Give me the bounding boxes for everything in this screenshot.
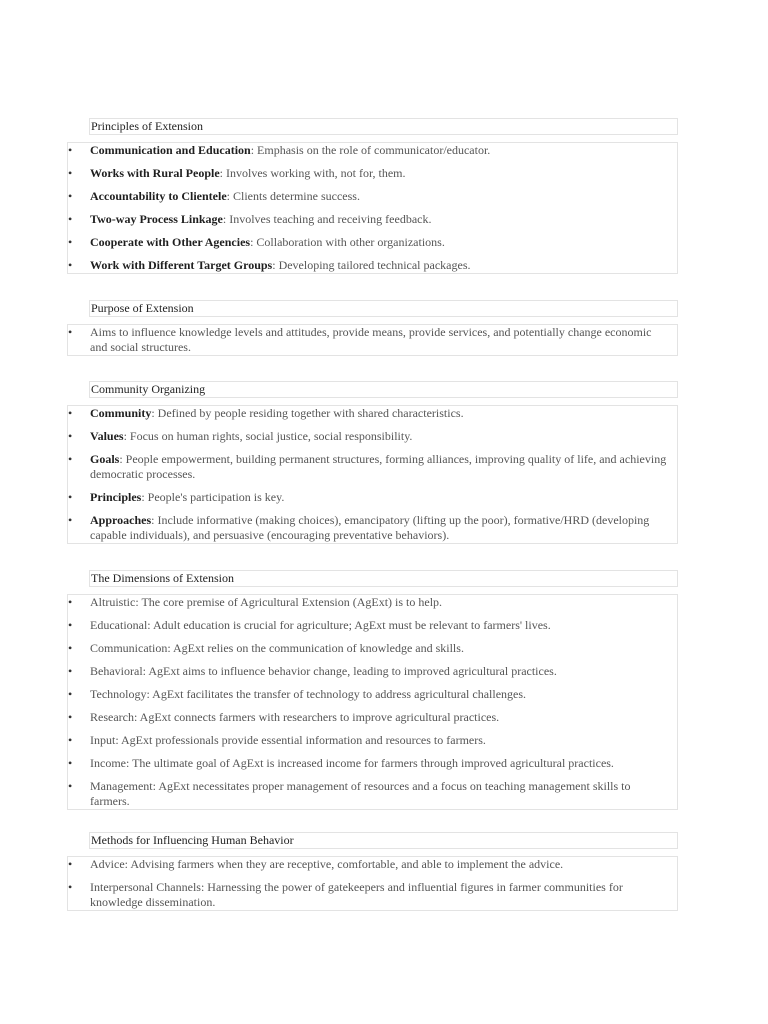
item-text: Technology: AgExt facilitates the transfer of technology to address agricultural challenges.	[90, 687, 527, 701]
list-item	[68, 189, 677, 204]
list-item	[68, 406, 677, 421]
list-item	[68, 212, 677, 227]
item-text: Management: AgExt necessitates proper management of resources and a focus on teaching management skills to farmers.	[90, 779, 631, 808]
item-text: Input: AgExt professionals provide essential information and resources to farmers.	[90, 733, 486, 747]
item-term: Two-way Process Linkage	[90, 212, 223, 226]
list-item	[68, 595, 677, 610]
item-text: : People empowerment, building permanent structures, forming alliances, improving quality of life, and achieving democratic processes.	[90, 452, 667, 481]
item-text: : Developing tailored technical packages.	[272, 258, 471, 272]
list-item	[68, 733, 677, 748]
bullet-icon: •	[68, 212, 73, 226]
bullet-icon: •	[68, 325, 73, 339]
item-text: : Involves teaching and receiving feedback.	[222, 212, 432, 226]
bullet-icon: •	[68, 618, 73, 632]
item-term: Works with Rural People	[90, 166, 220, 180]
section-community-organizing	[67, 381, 678, 544]
list-item	[68, 513, 677, 543]
list-item	[68, 452, 677, 482]
item-term: Principles	[90, 490, 142, 504]
bullet-list	[67, 856, 678, 911]
list-item	[68, 779, 677, 809]
bullet-icon: •	[68, 880, 73, 894]
item-text: : Defined by people residing together with shared characteristics.	[151, 406, 464, 420]
section-principles	[67, 118, 678, 274]
bullet-icon: •	[68, 641, 73, 655]
item-text: Advice: Advising farmers when they are receptive, comfortable, and able to implement the advice.	[90, 857, 564, 871]
bullet-icon: •	[68, 710, 73, 724]
list-item	[68, 857, 677, 872]
section-purpose	[67, 300, 678, 356]
item-text: Research: AgExt connects farmers with researchers to improve agricultural practices.	[90, 710, 500, 724]
bullet-list	[67, 405, 678, 544]
bullet-icon: •	[68, 490, 73, 504]
bullet-icon: •	[68, 664, 73, 678]
item-text: Income: The ultimate goal of AgExt is increased income for farmers through improved agricultural practices.	[90, 756, 614, 770]
list-item	[68, 618, 677, 633]
item-text: : Focus on human rights, social justice, social responsibility.	[123, 429, 413, 443]
list-item	[68, 710, 677, 725]
section-dimensions	[67, 570, 678, 810]
item-text: : Clients determine success.	[226, 189, 360, 203]
list-item	[68, 325, 677, 355]
bullet-list	[67, 142, 678, 274]
item-term: Cooperate with Other Agencies	[90, 235, 251, 249]
bullet-icon: •	[68, 235, 73, 249]
bullet-icon: •	[68, 756, 73, 770]
list-item	[68, 429, 677, 444]
bullet-icon: •	[68, 452, 73, 466]
item-text: Educational: Adult education is crucial for agriculture; AgExt must be relevant to farmers' lives.	[90, 618, 551, 632]
bullet-icon: •	[68, 779, 73, 793]
section-methods	[67, 832, 678, 911]
bullet-icon: •	[68, 857, 73, 871]
list-item	[68, 166, 677, 181]
item-text: Communication: AgExt relies on the communication of knowledge and skills.	[90, 641, 464, 655]
bullet-icon: •	[68, 258, 73, 272]
list-item	[68, 880, 677, 910]
item-term: Communication and Education	[90, 143, 251, 157]
section-title: Community Organizing	[89, 381, 678, 398]
bullet-list	[67, 594, 678, 810]
bullet-icon: •	[68, 406, 73, 420]
bullet-icon: •	[68, 189, 73, 203]
item-term: Goals	[90, 452, 120, 466]
bullet-icon: •	[68, 166, 73, 180]
bullet-icon: •	[68, 513, 73, 527]
bullet-icon: •	[68, 429, 73, 443]
bullet-icon: •	[68, 733, 73, 747]
list-item	[68, 641, 677, 656]
item-text: : Emphasis on the role of communicator/educator.	[250, 143, 491, 157]
list-item	[68, 258, 677, 273]
item-text: Interpersonal Channels: Harnessing the power of gatekeepers and influential figures in farmer communities for knowledge dissemination.	[90, 880, 623, 909]
section-title: Purpose of Extension	[89, 300, 678, 317]
item-term: Values	[90, 429, 124, 443]
list-item	[68, 235, 677, 250]
item-text: : Include informative (making choices), emancipatory (lifting up the poor), formative/HRD (developing capable individuals), and persuasive (encouraging preventative behaviors).	[90, 513, 650, 542]
item-term: Accountability to Clientele	[90, 189, 227, 203]
item-text: Aims to influence knowledge levels and attitudes, provide means, provide services, and potentially change economic and social structures.	[90, 325, 652, 354]
list-item	[68, 687, 677, 702]
list-item	[68, 756, 677, 771]
bullet-list	[67, 324, 678, 356]
item-term: Work with Different Target Groups	[90, 258, 273, 272]
item-term: Community	[90, 406, 152, 420]
section-title: The Dimensions of Extension	[89, 570, 678, 587]
list-item	[68, 490, 677, 505]
bullet-icon: •	[68, 687, 73, 701]
item-text: : Collaboration with other organizations.	[250, 235, 445, 249]
bullet-icon: •	[68, 143, 73, 157]
section-title: Principles of Extension	[89, 118, 678, 135]
item-text: Behavioral: AgExt aims to influence behavior change, leading to improved agricultural practices.	[90, 664, 557, 678]
item-text: : People's participation is key.	[141, 490, 285, 504]
bullet-icon: •	[68, 595, 73, 609]
list-item	[68, 143, 677, 158]
item-term: Approaches	[90, 513, 152, 527]
section-title: Methods for Influencing Human Behavior	[89, 832, 678, 849]
item-text: Altruistic: The core premise of Agricultural Extension (AgExt) is to help.	[90, 595, 443, 609]
list-item	[68, 664, 677, 679]
item-text: : Involves working with, not for, them.	[219, 166, 406, 180]
